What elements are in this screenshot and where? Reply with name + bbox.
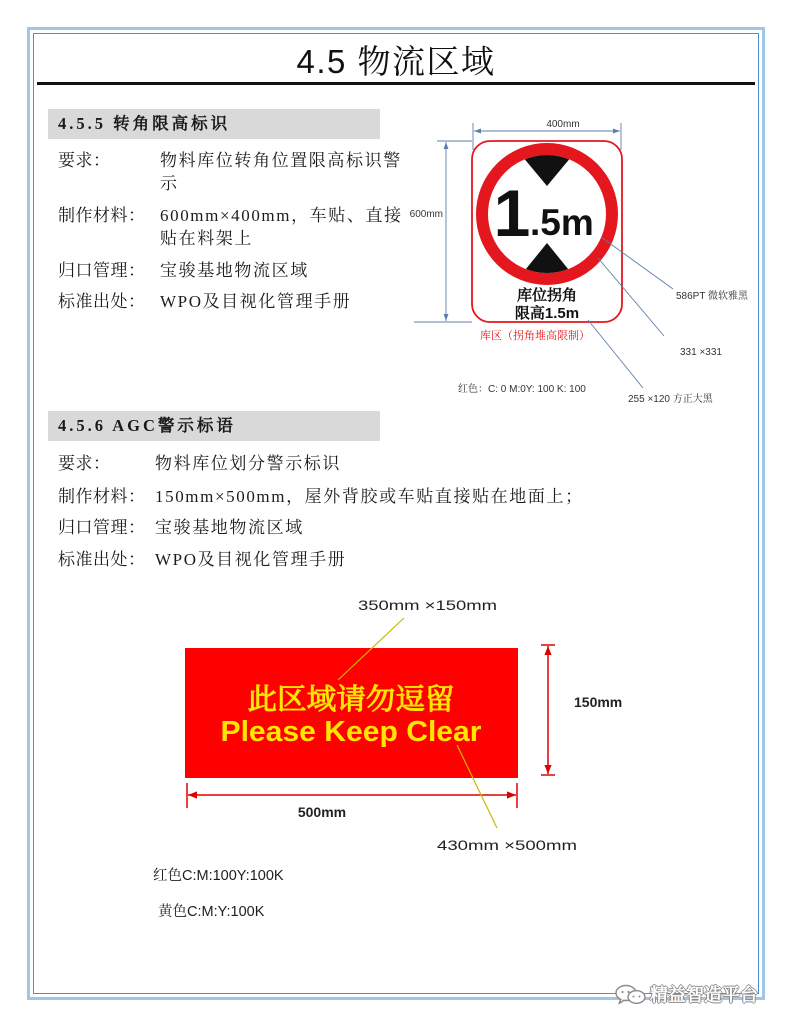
wechat-icon [614, 984, 648, 1006]
page-title: 4.5 物流区域 [296, 43, 496, 80]
section-455-requirement-label: 要求： [58, 151, 111, 170]
section-456-material-value: 150mm×500mm，屋外背胶或车贴直接贴在地面上； [155, 487, 584, 506]
title-underline [37, 82, 755, 85]
banner-height-label: 150mm [574, 694, 623, 710]
section-456-owner-label: 归口管理： [58, 518, 146, 537]
section-455-owner-value: 宝骏基地物流区域 [160, 261, 309, 280]
section-455-heading: 4.5.5 转角限高标识 [58, 114, 231, 133]
sign-caption: 库区（拐角堆高限制） [480, 330, 590, 342]
banner-text-english: Please Keep Clear [220, 716, 482, 748]
height-limit-sign-diagram [405, 112, 760, 412]
yellow-color-spec: 黄色C:M:Y:100K [158, 904, 265, 920]
section-456-heading-bar [48, 411, 380, 441]
banner-width-label: 500mm [297, 804, 347, 820]
section-456-heading: 4.5.6 AGC警示标语 [58, 416, 236, 435]
section-455-material-value: 600mm×400mm，车贴、直接贴在料架上 [160, 206, 403, 248]
sign-color-note: 红色：C: 0 M:0Y: 100 K: 100 [458, 384, 586, 395]
section-456-owner-value: 宝骏基地物流区域 [155, 518, 304, 537]
sign-height-label: 600mm [409, 209, 443, 220]
section-456-requirement-value: 物料库位划分警示标识 [155, 454, 341, 473]
banner-text-chinese: 此区域请勿逗留 [247, 684, 451, 716]
section-456-source-value: WPO及目视化管理手册 [155, 550, 347, 569]
sign-text-line1: 库位拐角 [516, 287, 578, 304]
sign-width-label: 400mm [546, 119, 580, 130]
section-455-heading-bar [48, 109, 380, 139]
font-note: 586PT 微软雅黑 [676, 291, 749, 302]
banner-text-size-note: 350mm ×150mm [358, 597, 497, 613]
watermark [612, 983, 772, 1007]
text-size-note: 255 ×120 方正大黑 [628, 394, 713, 405]
watermark-text: 精益智造平台 [650, 985, 758, 1005]
section-456-source-label: 标准出处： [58, 550, 146, 569]
sign-number-big: 1 [493, 176, 531, 250]
banner-overall-size-note: 430mm ×500mm [437, 837, 577, 853]
section-455-material-label: 制作材料： [58, 206, 146, 225]
section-455-requirement-value: 物料库位转角位置限高标识警示 [160, 151, 402, 193]
section-456-requirement-label: 要求： [58, 454, 111, 473]
section-456-material-label: 制作材料： [58, 487, 146, 506]
section-455-owner-label: 归口管理： [58, 261, 146, 280]
section-455-source-label: 标准出处： [58, 292, 146, 311]
red-color-spec: 红色C:M:100Y:100K [153, 868, 284, 884]
sign-number-rest: .5m [530, 202, 594, 243]
sign-text-line2: 限高1.5m [514, 305, 580, 322]
section-455-source-value: WPO及目视化管理手册 [160, 292, 352, 311]
text-note-leader [588, 320, 643, 388]
circle-size-note: 331 ×331 [680, 347, 722, 358]
keep-clear-banner-diagram [150, 585, 700, 870]
